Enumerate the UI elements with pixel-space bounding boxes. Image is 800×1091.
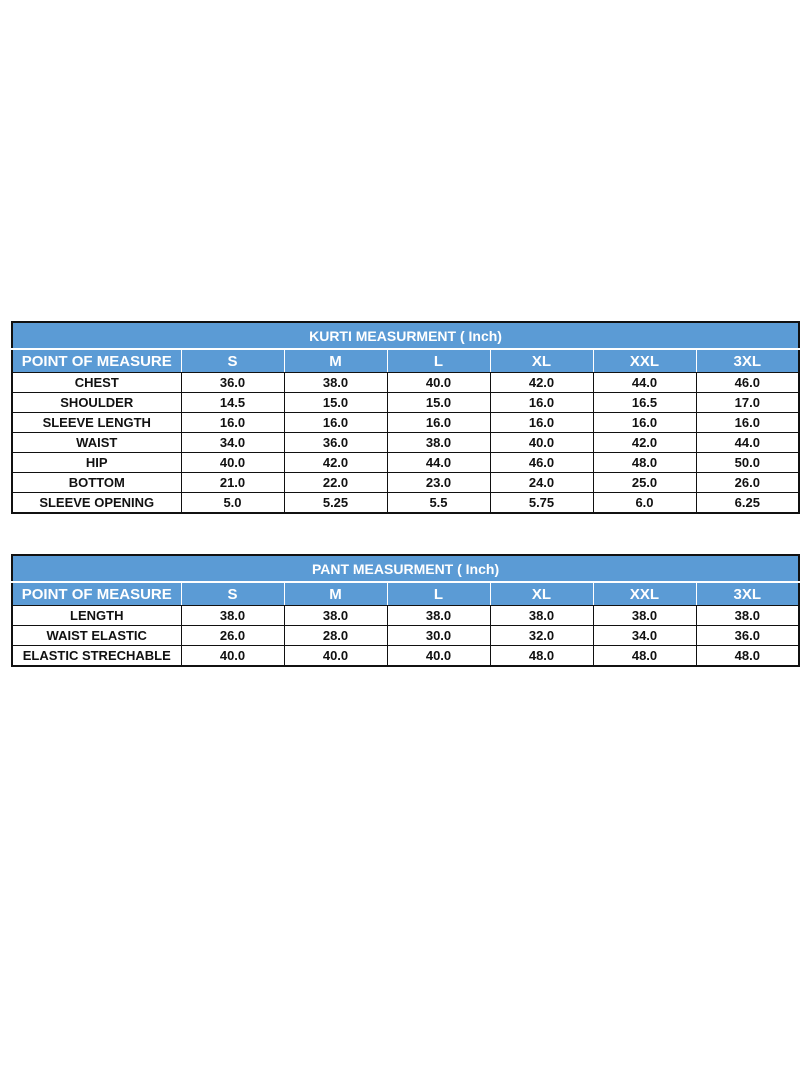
- table-row: [12, 373, 799, 393]
- table-row: [12, 626, 799, 646]
- table-cell: 16.0: [490, 393, 593, 413]
- table-cell: 16.0: [593, 413, 696, 433]
- row-label: BOTTOM: [12, 473, 181, 493]
- row-label: HIP: [12, 453, 181, 473]
- table-cell: 40.0: [181, 453, 284, 473]
- table-cell: 25.0: [593, 473, 696, 493]
- kurti-header-point-of-measure: POINT OF MEASURE: [12, 349, 181, 373]
- table-cell: 42.0: [284, 453, 387, 473]
- row-label: SHOULDER: [12, 393, 181, 413]
- table-row: [12, 473, 799, 493]
- table-cell: 16.0: [696, 413, 799, 433]
- table-cell: 46.0: [490, 453, 593, 473]
- table-cell: 16.0: [181, 413, 284, 433]
- table-cell: 5.75: [490, 493, 593, 514]
- pant-header-point-of-measure: POINT OF MEASURE: [12, 582, 181, 606]
- table-cell: 42.0: [593, 433, 696, 453]
- table-cell: 16.0: [490, 413, 593, 433]
- pant-header-l: L: [387, 582, 490, 606]
- table-cell: 48.0: [490, 646, 593, 667]
- table-cell: 38.0: [181, 606, 284, 626]
- table-cell: 50.0: [696, 453, 799, 473]
- table-cell: 34.0: [593, 626, 696, 646]
- table-cell: 48.0: [696, 646, 799, 667]
- kurti-header-xxl: XXL: [593, 349, 696, 373]
- table-row: [12, 493, 799, 514]
- kurti-table-title: KURTI MEASURMENT ( Inch): [12, 322, 799, 349]
- row-label: WAIST: [12, 433, 181, 453]
- table-cell: 5.0: [181, 493, 284, 514]
- table-cell: 23.0: [387, 473, 490, 493]
- table-cell: 6.0: [593, 493, 696, 514]
- table-cell: 40.0: [181, 646, 284, 667]
- row-label: ELASTIC STRECHABLE: [12, 646, 181, 667]
- pant-measurement-table: [11, 554, 800, 667]
- table-cell: 16.0: [284, 413, 387, 433]
- table-cell: 30.0: [387, 626, 490, 646]
- row-label: SLEEVE LENGTH: [12, 413, 181, 433]
- kurti-header-l: L: [387, 349, 490, 373]
- table-cell: 38.0: [490, 606, 593, 626]
- table-row: [12, 393, 799, 413]
- table-row: [12, 413, 799, 433]
- kurti-header-xl: XL: [490, 349, 593, 373]
- table-cell: 34.0: [181, 433, 284, 453]
- kurti-header-3xl: 3XL: [696, 349, 799, 373]
- row-label: LENGTH: [12, 606, 181, 626]
- table-cell: 21.0: [181, 473, 284, 493]
- kurti-measurement-table: [11, 321, 800, 514]
- table-cell: 40.0: [387, 373, 490, 393]
- pant-header-xl: XL: [490, 582, 593, 606]
- table-cell: 14.5: [181, 393, 284, 413]
- pant-header-xxl: XXL: [593, 582, 696, 606]
- table-cell: 38.0: [593, 606, 696, 626]
- table-cell: 48.0: [593, 453, 696, 473]
- kurti-header-s: S: [181, 349, 284, 373]
- table-cell: 42.0: [490, 373, 593, 393]
- table-cell: 22.0: [284, 473, 387, 493]
- row-label: SLEEVE OPENING: [12, 493, 181, 514]
- table-cell: 5.25: [284, 493, 387, 514]
- table-cell: 26.0: [181, 626, 284, 646]
- table-cell: 32.0: [490, 626, 593, 646]
- table-cell: 44.0: [593, 373, 696, 393]
- table-cell: 28.0: [284, 626, 387, 646]
- table-cell: 48.0: [593, 646, 696, 667]
- pant-header-m: M: [284, 582, 387, 606]
- table-cell: 38.0: [284, 373, 387, 393]
- table-cell: 40.0: [387, 646, 490, 667]
- table-row: [12, 453, 799, 473]
- table-cell: 16.5: [593, 393, 696, 413]
- table-cell: 36.0: [284, 433, 387, 453]
- table-cell: 16.0: [387, 413, 490, 433]
- row-label: CHEST: [12, 373, 181, 393]
- table-cell: 36.0: [696, 626, 799, 646]
- table-cell: 40.0: [284, 646, 387, 667]
- table-cell: 36.0: [181, 373, 284, 393]
- table-cell: 38.0: [696, 606, 799, 626]
- row-label: WAIST ELASTIC: [12, 626, 181, 646]
- table-row: [12, 433, 799, 453]
- table-cell: 26.0: [696, 473, 799, 493]
- table-cell: 24.0: [490, 473, 593, 493]
- table-row: [12, 646, 799, 667]
- table-cell: 6.25: [696, 493, 799, 514]
- table-cell: 38.0: [387, 606, 490, 626]
- table-cell: 38.0: [387, 433, 490, 453]
- pant-header-s: S: [181, 582, 284, 606]
- table-cell: 15.0: [387, 393, 490, 413]
- table-cell: 38.0: [284, 606, 387, 626]
- table-cell: 40.0: [490, 433, 593, 453]
- pant-table-title: PANT MEASURMENT ( Inch): [12, 555, 799, 582]
- table-row: [12, 606, 799, 626]
- table-cell: 46.0: [696, 373, 799, 393]
- kurti-header-m: M: [284, 349, 387, 373]
- table-cell: 44.0: [387, 453, 490, 473]
- table-cell: 44.0: [696, 433, 799, 453]
- pant-header-3xl: 3XL: [696, 582, 799, 606]
- table-cell: 15.0: [284, 393, 387, 413]
- table-cell: 17.0: [696, 393, 799, 413]
- table-cell: 5.5: [387, 493, 490, 514]
